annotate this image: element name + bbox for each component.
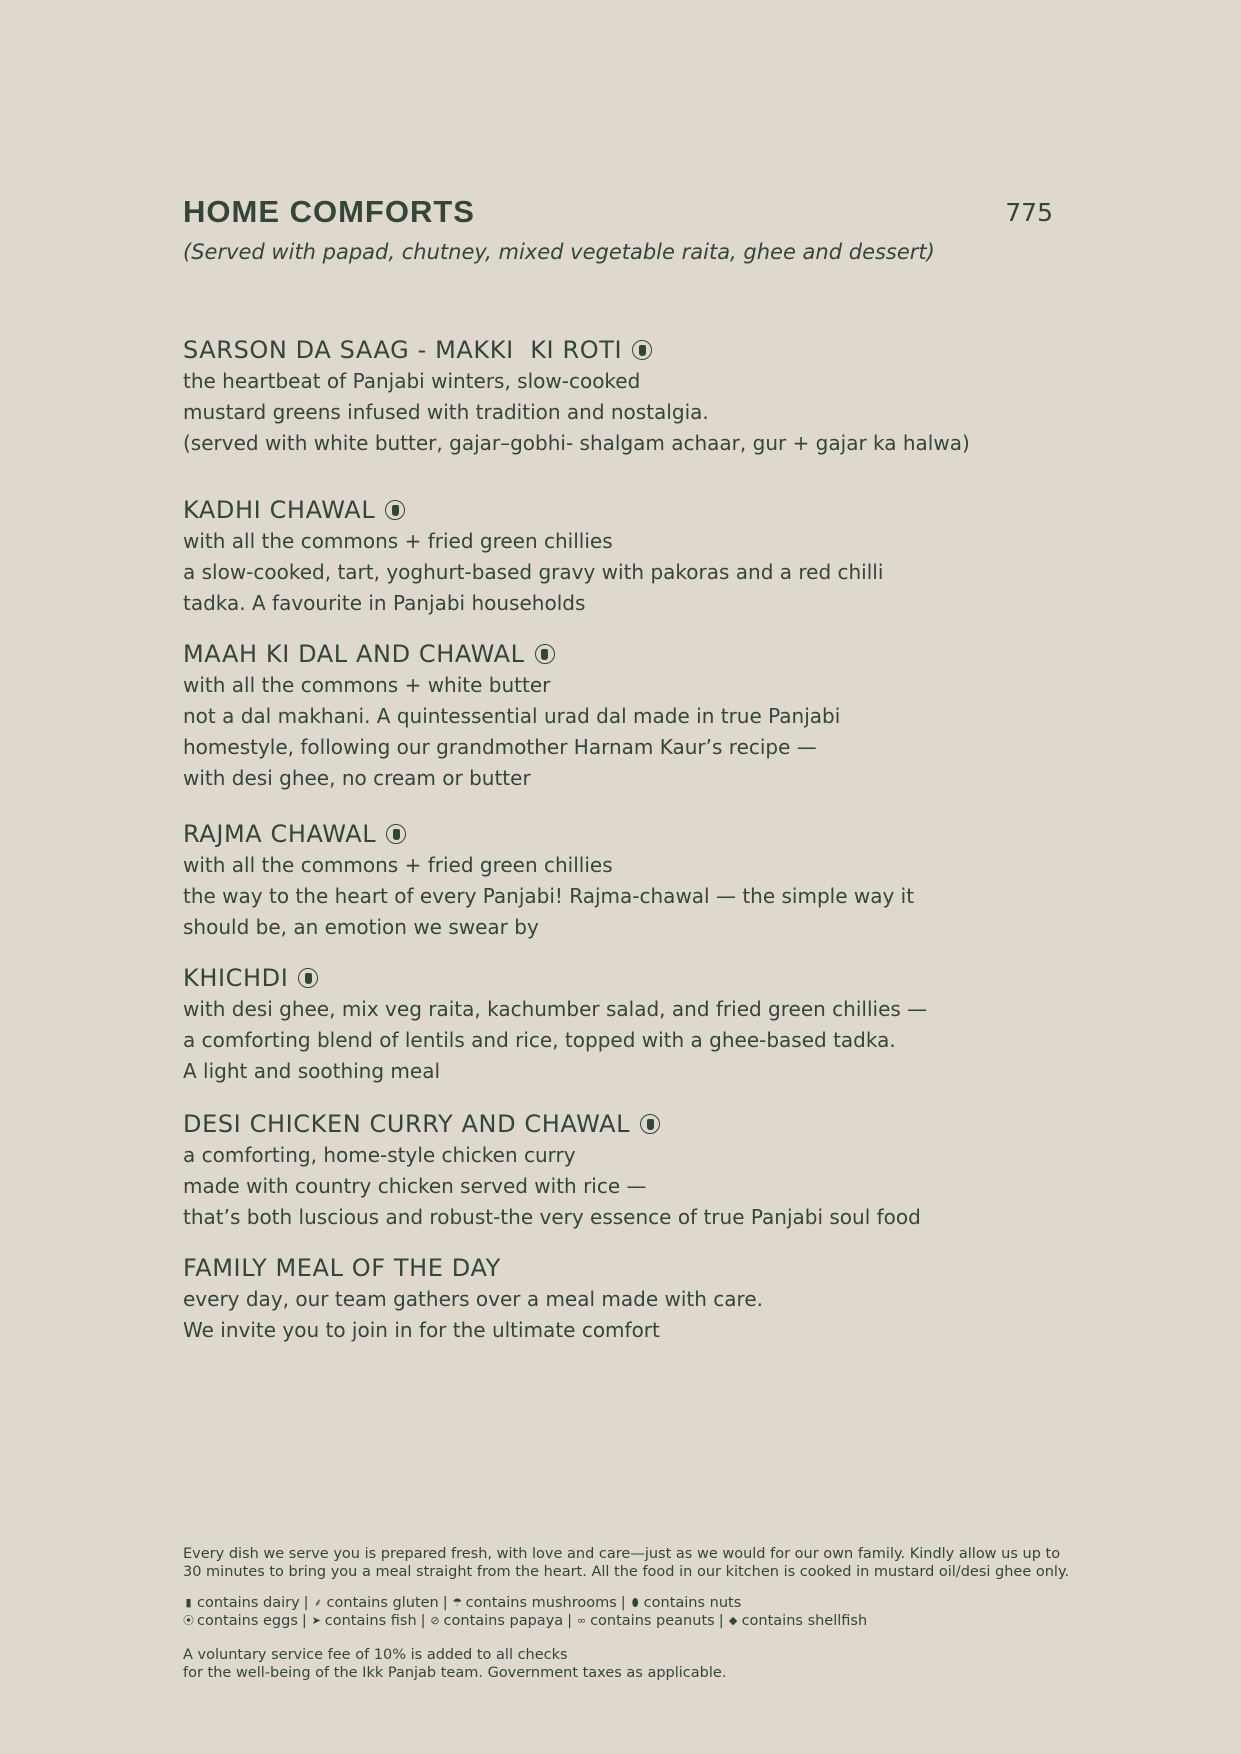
allergen-item bbox=[183, 1612, 298, 1630]
allergen-item bbox=[313, 1594, 439, 1612]
section-title: HOME COMFORTS bbox=[183, 194, 475, 229]
service-fee-line: for the well-being of the Ikk Panjab team. Government taxes as applicable. bbox=[183, 1665, 727, 1681]
dairy-icon bbox=[386, 824, 406, 844]
dish-description-line: tadka. A favourite in Panjabi households bbox=[183, 591, 586, 615]
separator: | bbox=[442, 1595, 448, 1611]
allergen-item bbox=[452, 1594, 617, 1612]
shellfish-icon: ◆ bbox=[728, 1614, 738, 1627]
dish-name: DESI CHICKEN CURRY AND CHAWAL bbox=[183, 1110, 631, 1138]
allergen-label: contains peanuts bbox=[590, 1613, 715, 1629]
allergen-label: contains mushrooms bbox=[465, 1595, 617, 1611]
dish-name-row bbox=[183, 962, 1053, 994]
separator: | bbox=[620, 1595, 626, 1611]
dish-item bbox=[183, 1252, 1053, 1346]
fish-icon: ➤ bbox=[311, 1614, 321, 1627]
gluten-icon: ⸙ bbox=[313, 1596, 323, 1609]
dish-name: KADHI CHAWAL bbox=[183, 496, 376, 524]
footer-note: Every dish we serve you is prepared fresh, with love and care—just as we would for our own family. Kindly allow us up to bbox=[183, 1546, 1061, 1562]
dish-description-line: the heartbeat of Panjabi winters, slow-cooked bbox=[183, 369, 641, 393]
mushroom-icon: ☂ bbox=[452, 1596, 463, 1609]
dish-item bbox=[183, 1108, 1053, 1233]
allergen-item bbox=[576, 1612, 715, 1630]
dish-description-line: mustard greens infused with tradition and nostalgia. bbox=[183, 400, 709, 424]
dish-item bbox=[183, 638, 1053, 794]
dish-description-line: homestyle, following our grandmother Harnam Kaur’s recipe — bbox=[183, 735, 817, 759]
bottle-shape bbox=[541, 649, 548, 660]
dairy-icon bbox=[535, 644, 555, 664]
dairy-icon: ▮ bbox=[185, 1596, 192, 1609]
dish-description-line: every day, our team gathers over a meal made with care. bbox=[183, 1287, 763, 1311]
dish-name-row bbox=[183, 1252, 1053, 1284]
separator: | bbox=[303, 1595, 309, 1611]
dish-description-line: a comforting blend of lentils and rice, topped with a ghee-based tadka. bbox=[183, 1028, 896, 1052]
allergen-legend bbox=[183, 1594, 1053, 1630]
allergen-label: contains fish bbox=[324, 1613, 417, 1629]
dish-description-line: made with country chicken served with rice — bbox=[183, 1174, 647, 1198]
peanut-icon: ∞ bbox=[576, 1614, 587, 1627]
dish-description-line: (served with white butter, gajar–gobhi- shalgam achaar, gur + gajar ka halwa) bbox=[183, 431, 970, 455]
separator: | bbox=[718, 1613, 724, 1629]
separator: | bbox=[301, 1613, 307, 1629]
allergen-label: contains eggs bbox=[197, 1613, 298, 1629]
allergen-item bbox=[183, 1594, 300, 1612]
menu-footer bbox=[183, 1545, 1070, 1682]
egg-icon: ⦿ bbox=[183, 1614, 194, 1627]
dish-description-line: a comforting, home-style chicken curry bbox=[183, 1143, 576, 1167]
dairy-icon bbox=[640, 1114, 660, 1134]
dish-name-row bbox=[183, 494, 1053, 526]
dish-item bbox=[183, 818, 1053, 943]
allergen-label: contains papaya bbox=[443, 1613, 564, 1629]
allergen-row bbox=[183, 1594, 1053, 1612]
dish-item bbox=[183, 494, 1053, 619]
dish-name: RAJMA CHAWAL bbox=[183, 820, 377, 848]
bottle-shape bbox=[647, 1119, 654, 1130]
allergen-item bbox=[728, 1612, 868, 1630]
dish-description-line: not a dal makhani. A quintessential urad dal made in true Panjabi bbox=[183, 704, 841, 728]
bottle-shape bbox=[392, 505, 399, 516]
allergen-label: contains nuts bbox=[643, 1595, 742, 1611]
menu-page bbox=[183, 0, 1070, 1754]
section-subtitle: (Served with papad, chutney, mixed vegetable raita, ghee and dessert) bbox=[183, 240, 935, 264]
dairy-icon bbox=[298, 968, 318, 988]
dish-description-line: should be, an emotion we swear by bbox=[183, 915, 539, 939]
dish-description-line: with all the commons + fried green chillies bbox=[183, 529, 613, 553]
footer-note: 30 minutes to bring you a meal straight from the heart. All the food in our kitchen is cooked in mustard oil/desi ghee only. bbox=[183, 1564, 1070, 1580]
dish-name: MAAH KI DAL AND CHAWAL bbox=[183, 640, 525, 668]
section-price: 775 bbox=[1005, 198, 1053, 227]
bottle-shape bbox=[393, 829, 400, 840]
dish-name-row bbox=[183, 1108, 1053, 1140]
dairy-icon bbox=[385, 500, 405, 520]
dish-name: FAMILY MEAL OF THE DAY bbox=[183, 1254, 501, 1282]
dish-description-line: with all the commons + white butter bbox=[183, 673, 551, 697]
allergen-label: contains shellfish bbox=[741, 1613, 868, 1629]
dish-description-line: a slow-cooked, tart, yoghurt-based gravy with pakoras and a red chilli bbox=[183, 560, 884, 584]
allergen-row bbox=[183, 1612, 1053, 1630]
dish-description-line: A light and soothing meal bbox=[183, 1059, 441, 1083]
allergen-label: contains dairy bbox=[197, 1595, 300, 1611]
bottle-shape bbox=[305, 973, 312, 984]
allergen-item bbox=[630, 1594, 742, 1612]
separator: | bbox=[567, 1613, 573, 1629]
dish-description-line: with all the commons + fried green chillies bbox=[183, 853, 613, 877]
bottle-shape bbox=[639, 345, 646, 356]
allergen-label: contains gluten bbox=[326, 1595, 439, 1611]
dairy-icon bbox=[632, 340, 652, 360]
separator: | bbox=[420, 1613, 426, 1629]
dish-item bbox=[183, 334, 1053, 459]
papaya-icon: ⊘ bbox=[430, 1614, 440, 1627]
dish-item bbox=[183, 962, 1053, 1087]
allergen-item bbox=[311, 1612, 417, 1630]
service-fee-note bbox=[183, 1646, 1053, 1682]
dish-description-line: with desi ghee, mix veg raita, kachumber salad, and fried green chillies — bbox=[183, 997, 928, 1021]
dish-description-line: We invite you to join in for the ultimate comfort bbox=[183, 1318, 660, 1342]
dish-name: KHICHDI bbox=[183, 964, 289, 992]
dish-description-line: with desi ghee, no cream or butter bbox=[183, 766, 531, 790]
dish-name-row bbox=[183, 638, 1053, 670]
allergen-item bbox=[430, 1612, 564, 1630]
dish-name-row bbox=[183, 818, 1053, 850]
nut-icon: ⬮ bbox=[631, 1596, 639, 1609]
dish-name-row bbox=[183, 334, 1053, 366]
dish-description-line: that’s both luscious and robust-the very essence of true Panjabi soul food bbox=[183, 1205, 921, 1229]
dish-description-line: the way to the heart of every Panjabi! Rajma-chawal — the simple way it bbox=[183, 884, 915, 908]
service-fee-line: A voluntary service fee of 10% is added to all checks bbox=[183, 1647, 568, 1663]
dish-name: SARSON DA SAAG - MAKKI KI ROTI bbox=[183, 336, 623, 364]
